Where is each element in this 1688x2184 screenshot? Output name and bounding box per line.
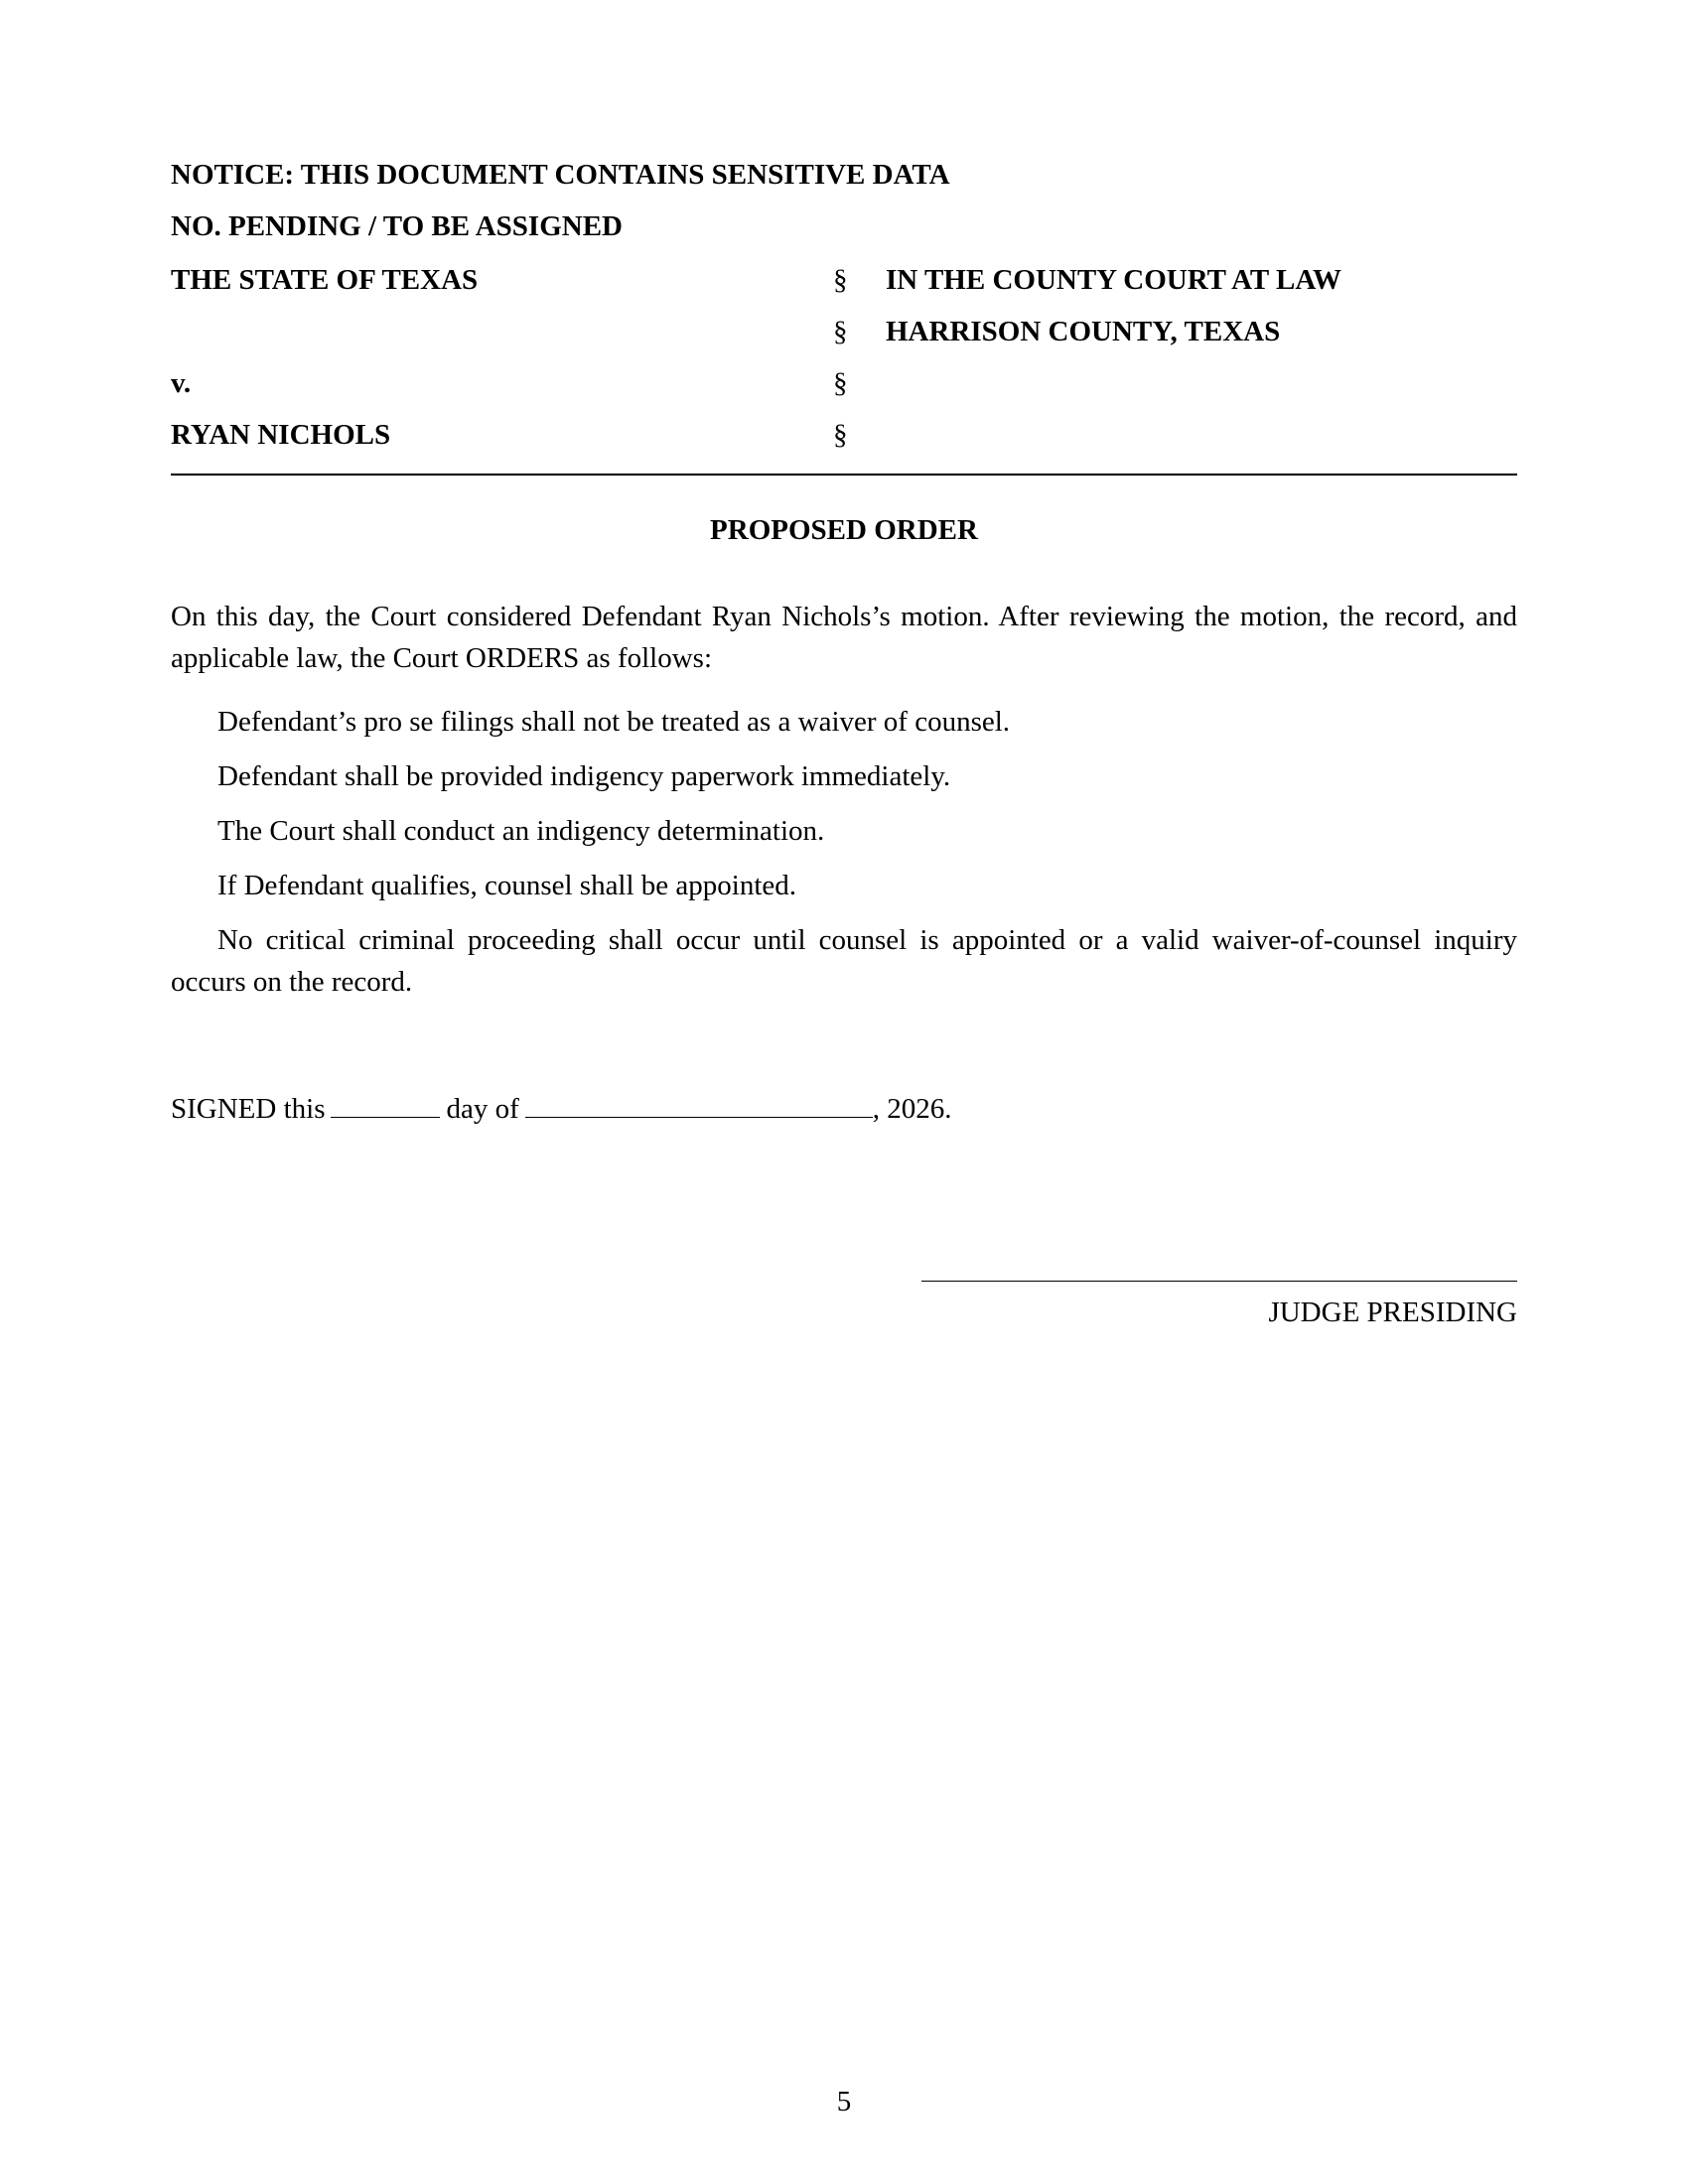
- sensitive-data-notice: NOTICE: THIS DOCUMENT CONTAINS SENSITIVE DATA: [171, 159, 950, 191]
- caption-court-name: IN THE COUNTY COURT AT LAW: [886, 264, 1342, 296]
- signed-suffix: , 2026.: [872, 1093, 952, 1125]
- caption-versus: v.: [171, 367, 192, 399]
- case-number: NO. PENDING / TO BE ASSIGNED: [171, 210, 623, 242]
- order-item: If Defendant qualifies, counsel shall be appointed.: [217, 870, 797, 901]
- intro-paragraph: On this day, the Court considered Defendant Ryan Nichols’s motion. After reviewing the motion, the record, and applicable law, the Court ORDERS as follows:: [171, 601, 1517, 674]
- signature-block: [921, 1281, 1517, 1333]
- caption-row: [171, 311, 1517, 362]
- signed-day-blank[interactable]: [331, 1095, 440, 1118]
- section-symbol: §: [833, 316, 848, 347]
- signed-month-blank[interactable]: [525, 1095, 873, 1118]
- caption-divider: [171, 474, 1517, 476]
- order-item: The Court shall conduct an indigency determination.: [217, 815, 825, 847]
- section-symbol: §: [833, 367, 848, 399]
- section-symbol: §: [833, 264, 848, 296]
- order-item: No critical criminal proceeding shall occur until counsel is appointed or a valid waiver-of-counsel inquiry occurs on the record.: [171, 924, 1517, 998]
- order-item: Defendant’s pro se filings shall not be treated as a waiver of counsel.: [217, 706, 1011, 738]
- signed-middle: day of: [446, 1093, 519, 1125]
- signature-label: JUDGE PRESIDING: [1268, 1297, 1517, 1328]
- order-item: Defendant shall be provided indigency paperwork immediately.: [217, 760, 951, 792]
- caption-county: HARRISON COUNTY, TEXAS: [886, 316, 1281, 347]
- signed-date-line: [171, 1088, 1517, 1130]
- section-symbol: §: [833, 419, 848, 451]
- document-title: PROPOSED ORDER: [710, 514, 978, 546]
- signed-prefix: SIGNED this: [171, 1093, 326, 1125]
- page-number: 5: [836, 2086, 852, 2117]
- caption-row: [171, 259, 1517, 311]
- signature-line[interactable]: [921, 1281, 1517, 1282]
- document-body: [171, 154, 1517, 1130]
- case-caption: [171, 259, 1517, 466]
- caption-party-defendant: RYAN NICHOLS: [171, 419, 391, 451]
- caption-row: [171, 362, 1517, 414]
- order-list: [171, 701, 1517, 1003]
- caption-party-state: THE STATE OF TEXAS: [171, 264, 479, 296]
- caption-row: [171, 414, 1517, 466]
